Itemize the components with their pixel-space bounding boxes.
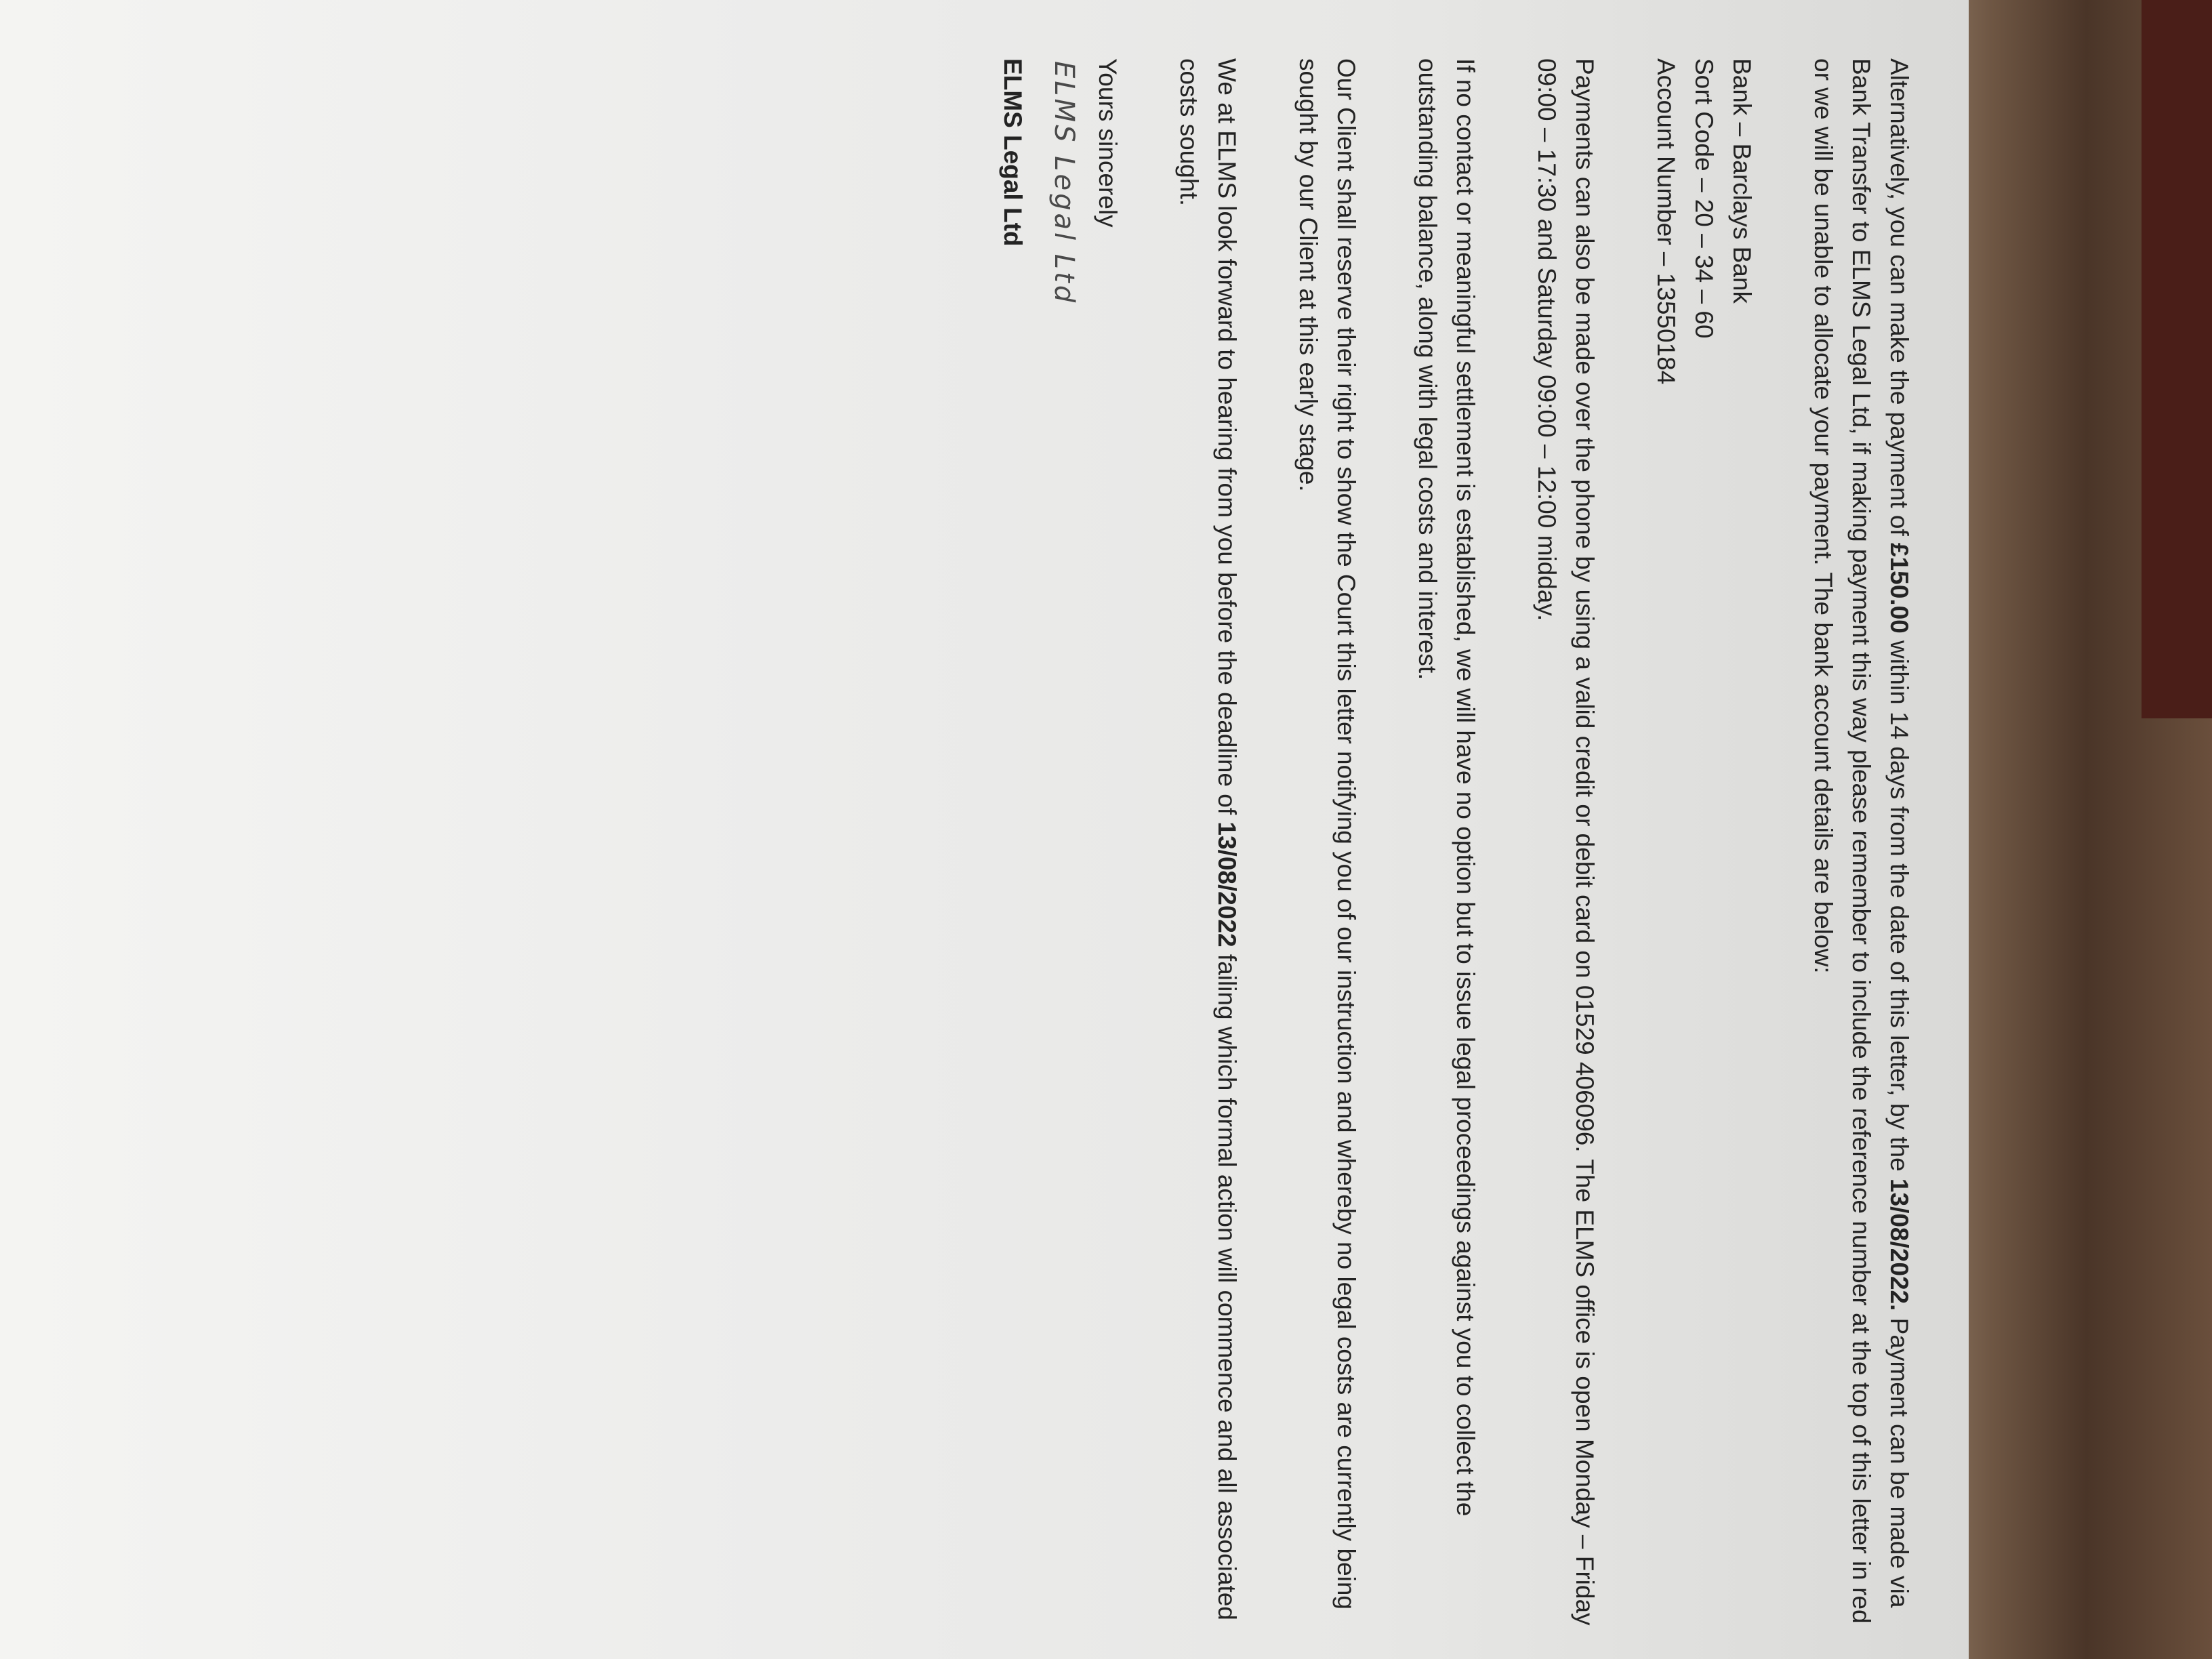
closing-deadline: 13/08/2022 bbox=[1213, 821, 1241, 947]
sort-code: Sort Code – 20 – 34 – 60 bbox=[1690, 58, 1718, 339]
handwritten-signature: ELMS Legal Ltd bbox=[1048, 61, 1080, 306]
closing-text: We at ELMS look forward to hearing from you before the deadline of bbox=[1213, 58, 1241, 822]
company-name: ELMS Legal Ltd bbox=[999, 58, 1027, 247]
closing-text: failing which formal action will commence and all associated costs sought. bbox=[1175, 58, 1241, 1620]
dark-wood-edge bbox=[2142, 0, 2212, 718]
payment-text: Payment can be made via Bank Transfer to ELMS Legal Ltd, if making payment this way please remember to include the reference number at the top of this letter in red or we will be unable to allocate your payment. The bank account details are below: bbox=[1809, 58, 1913, 1624]
letter-body bbox=[994, 58, 1918, 1631]
payment-paragraph bbox=[1804, 58, 1918, 1631]
account-number: Account Number – 13550184 bbox=[1652, 58, 1680, 385]
payment-amount: £150.00 bbox=[1885, 543, 1913, 634]
phone-payment-paragraph: Payments can also be made over the phone by using a valid credit or debit card on 01529 406096. The ELMS office is open Monday – Friday 09:00 – 17:30 and Saturday 09:00 – 12:00 midday. bbox=[1533, 58, 1599, 1626]
sign-off: Yours sincerely bbox=[1094, 58, 1122, 228]
payment-text: Alternatively, you can make the payment of bbox=[1885, 58, 1913, 544]
payment-text: within 14 days from the date of this letter, by the bbox=[1885, 633, 1913, 1179]
closing-paragraph bbox=[1170, 58, 1246, 1631]
bank-name: Bank – Barclays Bank bbox=[1728, 58, 1756, 304]
court-notice-paragraph: Our Client shall reserve their right to show the Court this letter notifying you of our instruction and whereby no legal costs are currently being sought by our Client at this early stage. bbox=[1294, 58, 1360, 1610]
bank-details bbox=[1647, 58, 1761, 1631]
no-contact-paragraph: If no contact or meaningful settlement is established, we will have no option but to issue legal proceedings against you to collect the outstanding balance, along with legal costs and interest. bbox=[1414, 58, 1479, 1517]
payment-deadline: 13/08/2022. bbox=[1885, 1178, 1913, 1311]
